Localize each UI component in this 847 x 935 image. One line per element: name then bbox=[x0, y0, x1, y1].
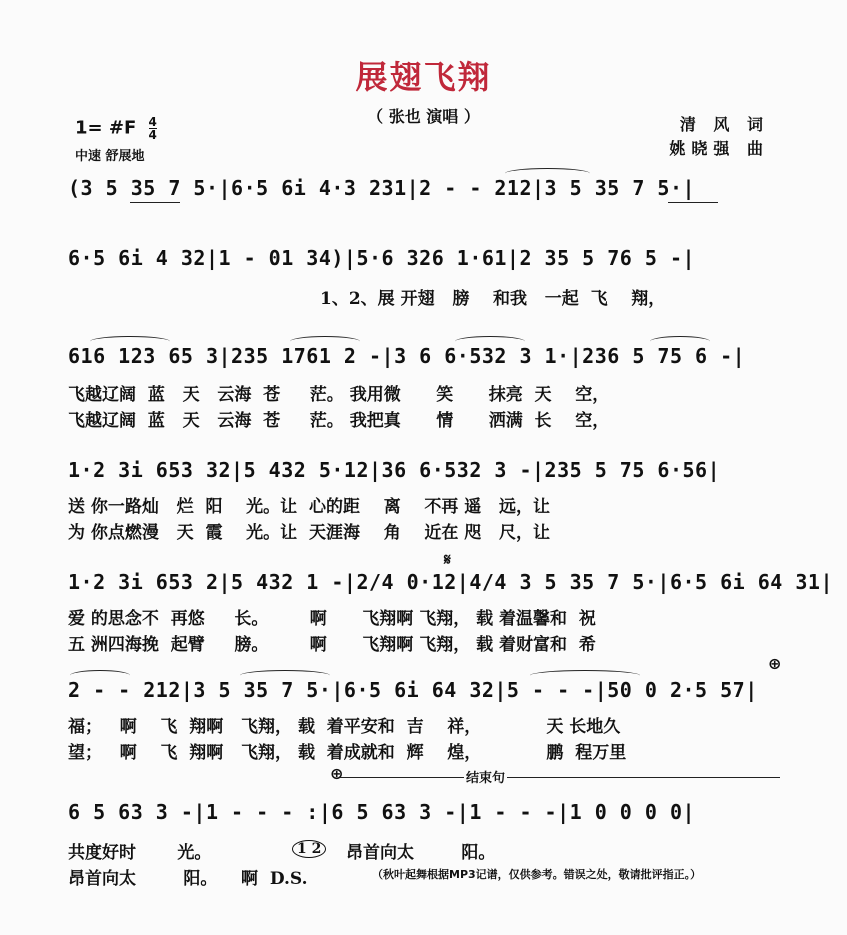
meter-denominator: 4 bbox=[148, 128, 157, 142]
lyric-row-4a: 送 你一路灿 烂 阳 光。让 心的距 离 不再 遥 远，让 bbox=[68, 497, 551, 517]
slur bbox=[650, 336, 710, 347]
slur bbox=[70, 670, 130, 681]
slur bbox=[90, 336, 170, 347]
key-signature bbox=[75, 116, 157, 141]
song-title: 展翅飞翔 bbox=[355, 58, 492, 96]
coda-icon-2: ⊕ bbox=[330, 764, 344, 783]
underline bbox=[130, 202, 180, 203]
slur bbox=[455, 336, 525, 347]
lyric-row-6a: 福； 啊 飞 翔啊 飞翔， 载 着平安和 吉 祥， 天 长地久 bbox=[68, 717, 621, 737]
ending-label: 结束句 bbox=[464, 767, 507, 786]
lyric-row-3a: 飞越辽阔 蓝 天 云海 苍 茫。 我用微 笑 抹亮 天 空， bbox=[68, 385, 610, 405]
slur bbox=[290, 336, 360, 347]
lyric-row-5a: 爱 的思念不 再悠 长。 啊 飞翔啊 飞翔， 载 着温馨和 祝 bbox=[68, 609, 596, 629]
composer-credit: 姚晓强 曲 bbox=[669, 139, 769, 158]
tempo-marking: 中速 舒展地 bbox=[75, 149, 145, 164]
slur bbox=[505, 168, 590, 179]
lyric-row-2: 1、2、展 开翅 膀 和我 一起 飞 翔， bbox=[320, 289, 666, 309]
lyric-row-7a-circled bbox=[292, 838, 352, 858]
notation-row-4: 1·2 3i 653 32|5 432 5·12|36 6·532 3 -|235 5 75 6·56| bbox=[68, 458, 721, 482]
slur bbox=[530, 670, 640, 681]
meter-numerator: 4 bbox=[148, 115, 157, 129]
notation-row-6: 2 - - 212|3 5 35 7 5·|6·5 6i 64 32|5 - - -|50 0 2·5 57| bbox=[68, 678, 758, 702]
underline bbox=[668, 202, 718, 203]
coda-icon: ⊕ bbox=[768, 654, 782, 673]
notation-row-7: 6 5 63 3 -|1 - - - :|6 5 63 3 -|1 - - -|1 0 0 0 0| bbox=[68, 800, 696, 824]
lyric-row-3b: 飞越辽阔 蓝 天 云海 苍 茫。 我把真 情 洒满 长 空， bbox=[68, 411, 610, 431]
lyricist-credit: 清 风 词 bbox=[679, 115, 769, 134]
notation-row-5: 1·2 3i 653 2|5 432 1 -|2/4 0·12|4/4 3 5 35 7 5·|6·5 6i 64 31| bbox=[68, 570, 834, 594]
lyric-row-6b: 望； 啊 飞 翔啊 飞翔， 载 着成就和 辉 煌， 鹏 程万里 bbox=[68, 743, 627, 763]
notation-row-1: (3 5 35 7 5·|6·5 6i 4·3 231|2 - - 212|3 5 35 7 5·| bbox=[68, 176, 696, 200]
notation-row-2: 6·5 6i 4 32|1 - 01 34)|5·6 326 1·61|2 35 5 76 5 -| bbox=[68, 246, 696, 270]
slur bbox=[240, 670, 330, 681]
time-signature bbox=[149, 116, 157, 141]
singer-line: （ 张也 演唱 ） bbox=[367, 107, 480, 126]
ending-bracket bbox=[340, 777, 780, 778]
lyric-row-7a-end: 昂首向太 阳。 bbox=[346, 843, 496, 863]
key-text: 1= #F bbox=[75, 117, 137, 139]
notation-row-3: 616 123 65 3|235 1761 2 -|3 6 6·532 3 1·|236 5 75 6 -| bbox=[68, 344, 746, 368]
segno-icon: 𝄋 bbox=[444, 550, 451, 569]
lyric-row-7b: 昂首向太 阳。 啊 D.S. bbox=[68, 869, 308, 889]
transcriber-note: （秋叶起舞根据MP3记谱，仅供参考。错误之处，敬请批评指正。） bbox=[372, 868, 702, 881]
lyric-row-5b: 五 洲四海挽 起臂 膀。 啊 飞翔啊 飞翔， 载 着财富和 希 bbox=[68, 635, 596, 655]
circled-notes: 1 2 bbox=[292, 840, 326, 858]
lyric-row-7a-start: 共度好时 光。 bbox=[68, 843, 212, 863]
lyric-row-4b: 为 你点燃漫 天 霞 光。让 天涯海 角 近在 咫 尺，让 bbox=[68, 523, 551, 543]
